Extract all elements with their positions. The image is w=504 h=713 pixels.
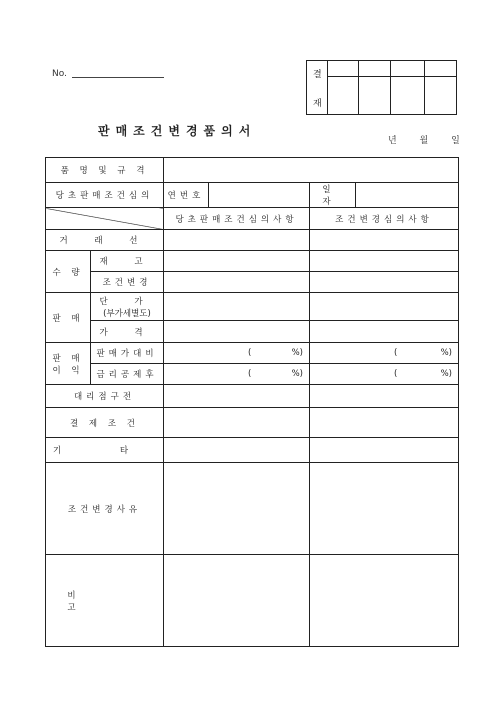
approval-box bbox=[306, 60, 457, 115]
profit-label bbox=[46, 343, 91, 385]
agency-change-value[interactable] bbox=[310, 385, 459, 408]
table-row bbox=[46, 251, 459, 272]
profit-label-line2: 이 익 bbox=[52, 365, 84, 376]
pct-close: %) bbox=[440, 348, 452, 358]
table-row bbox=[46, 463, 459, 555]
pct-open: ( bbox=[394, 348, 398, 358]
pct-close: %) bbox=[440, 369, 452, 379]
product-label: 품 명 및 규 격 bbox=[46, 158, 164, 183]
profit-label-line1: 판 매 bbox=[52, 353, 84, 364]
orig-items-header: 당초판매조건심의사항 bbox=[164, 208, 310, 230]
unit-price-label-line1: 단 가 bbox=[99, 296, 155, 307]
date-field: 년 월 일 bbox=[388, 136, 460, 146]
client-change-value[interactable] bbox=[310, 230, 459, 251]
stock-label: 재 고 bbox=[91, 251, 164, 272]
document-number-label: No. bbox=[52, 69, 67, 79]
price-label: 가 격 bbox=[91, 321, 164, 343]
vs-sales-change-value[interactable] bbox=[310, 343, 459, 364]
table-row bbox=[46, 230, 459, 251]
pct-open: ( bbox=[394, 369, 398, 379]
after-interest-orig-value[interactable] bbox=[164, 364, 310, 385]
table-row bbox=[46, 272, 459, 293]
table-row bbox=[46, 343, 459, 364]
change-items-header: 조건변경심의사항 bbox=[310, 208, 459, 230]
approval-label-top: 결 bbox=[313, 70, 322, 80]
approval-label-bottom: 재 bbox=[313, 99, 322, 109]
page-title: 판매조건변경품의서 bbox=[98, 124, 257, 138]
unit-price-label bbox=[91, 293, 164, 321]
after-interest-label: 금리공제후 bbox=[91, 364, 164, 385]
condition-change-value[interactable] bbox=[310, 272, 459, 293]
stock-change-value[interactable] bbox=[310, 251, 459, 272]
agency-orig-value[interactable] bbox=[164, 385, 310, 408]
pct-close: %) bbox=[291, 369, 303, 379]
remarks-label: 비 고 bbox=[46, 555, 164, 647]
unit-price-orig-value[interactable] bbox=[164, 293, 310, 321]
etc-orig-value[interactable] bbox=[164, 438, 310, 463]
table-row bbox=[46, 438, 459, 463]
orig-condition-label: 당초판매조건심의 bbox=[46, 183, 164, 208]
price-orig-value[interactable] bbox=[164, 321, 310, 343]
unit-price-change-value[interactable] bbox=[310, 293, 459, 321]
pct-close: %) bbox=[291, 348, 303, 358]
condition-change-label: 조건변경 bbox=[91, 272, 164, 293]
etc-label: 기 타 bbox=[46, 438, 164, 463]
approval-cell-divider bbox=[390, 61, 391, 114]
pct-open: ( bbox=[248, 348, 252, 358]
table-row bbox=[46, 408, 459, 438]
reason-orig-value[interactable] bbox=[164, 463, 310, 555]
after-interest-change-value[interactable] bbox=[310, 364, 459, 385]
table-row bbox=[46, 183, 459, 208]
payment-orig-value[interactable] bbox=[164, 408, 310, 438]
form-table bbox=[45, 157, 459, 647]
remarks-orig-value[interactable] bbox=[164, 555, 310, 647]
serial-value[interactable] bbox=[209, 183, 310, 208]
approval-divider bbox=[327, 76, 456, 77]
unit-price-label-line2: (부가세별도) bbox=[103, 308, 151, 319]
reason-change-value[interactable] bbox=[310, 463, 459, 555]
sales-label: 판 매 bbox=[46, 293, 91, 343]
table-row bbox=[46, 208, 459, 230]
table-row bbox=[46, 385, 459, 408]
table-row bbox=[46, 364, 459, 385]
vs-sales-label: 판매가대비 bbox=[91, 343, 164, 364]
date-value[interactable] bbox=[356, 183, 459, 208]
client-label: 거 래 선 bbox=[46, 230, 164, 251]
remarks-change-value[interactable] bbox=[310, 555, 459, 647]
table-row bbox=[46, 555, 459, 647]
date-label: 일 자 bbox=[310, 183, 356, 208]
vs-sales-orig-value[interactable] bbox=[164, 343, 310, 364]
agency-label: 대리점구전 bbox=[46, 385, 164, 408]
reason-label: 조건변경사유 bbox=[46, 463, 164, 555]
table-row bbox=[46, 158, 459, 183]
approval-cell-divider bbox=[358, 61, 359, 114]
etc-change-value[interactable] bbox=[310, 438, 459, 463]
price-change-value[interactable] bbox=[310, 321, 459, 343]
table-row bbox=[46, 293, 459, 321]
approval-cell-divider bbox=[424, 61, 425, 114]
payment-label: 결 제 조 건 bbox=[46, 408, 164, 438]
pct-open: ( bbox=[248, 369, 252, 379]
payment-change-value[interactable] bbox=[310, 408, 459, 438]
stock-orig-value[interactable] bbox=[164, 251, 310, 272]
condition-change-orig-value[interactable] bbox=[164, 272, 310, 293]
document-number-field[interactable] bbox=[72, 77, 164, 78]
quantity-label: 수 량 bbox=[46, 251, 91, 293]
table-row bbox=[46, 321, 459, 343]
serial-label: 연번호 bbox=[164, 183, 209, 208]
diagonal-header-cell bbox=[46, 208, 164, 230]
client-orig-value[interactable] bbox=[164, 230, 310, 251]
product-value[interactable] bbox=[164, 158, 459, 183]
